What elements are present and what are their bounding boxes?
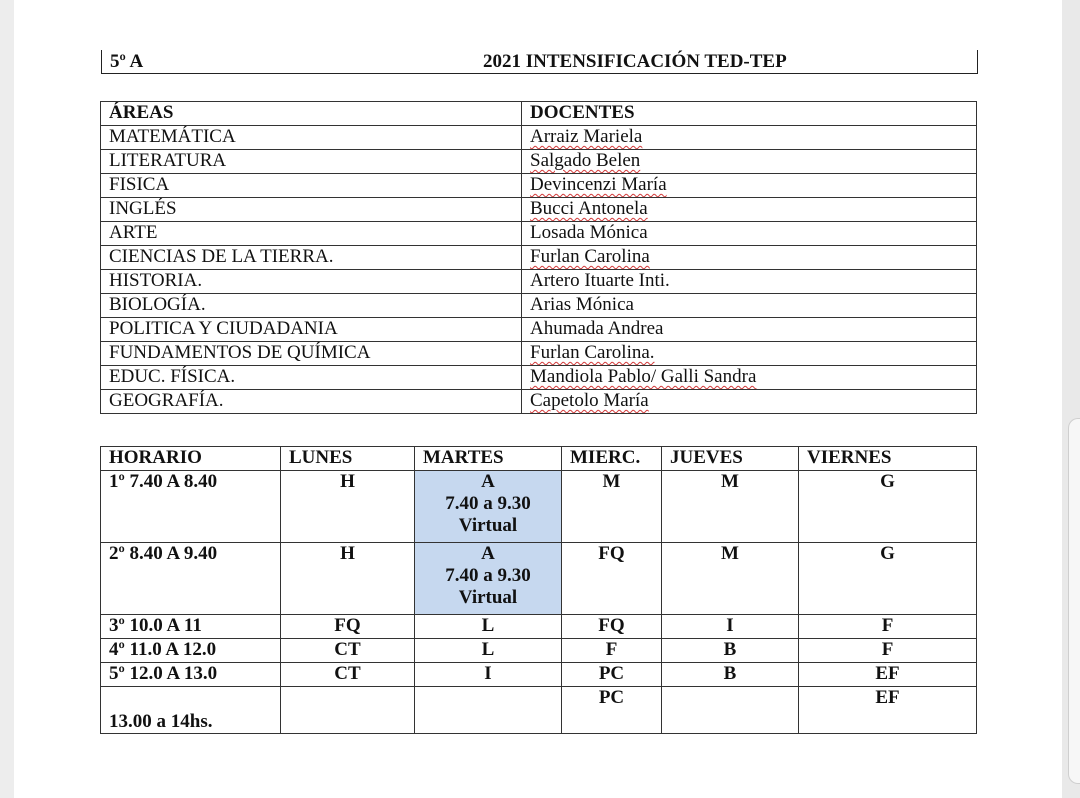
header-jueves: JUEVES [662, 447, 799, 471]
teacher-cell: Losada Mónica [522, 222, 977, 246]
teacher-cell [522, 366, 977, 390]
jueves-cell [662, 687, 799, 734]
table-row [101, 246, 977, 270]
subject-code: A [481, 543, 495, 564]
scroll-handle[interactable] [1068, 418, 1080, 784]
teacher-cell: Artero Ituarte Inti. [522, 270, 977, 294]
jueves-cell: B [662, 663, 799, 687]
area-cell: POLITICA Y CIUDADANIA [101, 318, 522, 342]
virtual-time: 7.40 a 9.30 [445, 493, 531, 514]
schedule-row [101, 663, 977, 687]
table-row [101, 342, 977, 366]
document-title: 2021 INTENSIFICACIÓN TED-TEP [483, 51, 787, 72]
virtual-time: 7.40 a 9.30 [445, 565, 531, 586]
lunes-cell: H [281, 543, 415, 615]
teacher-cell [522, 198, 977, 222]
miercoles-cell: PC [562, 663, 662, 687]
area-cell: GEOGRAFÍA. [101, 390, 522, 414]
miercoles-cell: PC [562, 687, 662, 734]
miercoles-cell: FQ [562, 543, 662, 615]
viernes-cell: EF [799, 687, 977, 734]
area-cell: EDUC. FÍSICA. [101, 366, 522, 390]
martes-virtual-cell [415, 543, 562, 615]
subject-code: A [481, 471, 495, 492]
area-cell: FISICA [101, 174, 522, 198]
jueves-cell: I [662, 615, 799, 639]
table-row [101, 366, 977, 390]
header-viernes: VIERNES [799, 447, 977, 471]
time-cell: 1º 7.40 A 8.40 [101, 471, 281, 543]
viernes-cell: G [799, 471, 977, 543]
lunes-cell [281, 687, 415, 734]
time-cell: 2º 8.40 A 9.40 [101, 543, 281, 615]
time-cell: 5º 12.0 A 13.0 [101, 663, 281, 687]
viernes-cell: F [799, 639, 977, 663]
schedule-row [101, 639, 977, 663]
area-cell: MATEMÁTICA [101, 126, 522, 150]
lunes-cell: H [281, 471, 415, 543]
teacher-name: Devincenzi María [530, 174, 667, 195]
area-cell: LITERATURA [101, 150, 522, 174]
teacher-cell [522, 174, 977, 198]
table-row [101, 198, 977, 222]
area-cell: HISTORIA. [101, 270, 522, 294]
schedule-row [101, 615, 977, 639]
martes-virtual-cell [415, 471, 562, 543]
area-cell: BIOLOGÍA. [101, 294, 522, 318]
jueves-cell: M [662, 543, 799, 615]
table-row [101, 174, 977, 198]
area-cell: FUNDAMENTOS DE QUÍMICA [101, 342, 522, 366]
header-martes: MARTES [415, 447, 562, 471]
schedule-row [101, 687, 977, 734]
teacher-cell [522, 390, 977, 414]
viernes-cell: EF [799, 663, 977, 687]
teacher-name: Bucci Antonela [530, 198, 648, 219]
area-cell: CIENCIAS DE LA TIERRA. [101, 246, 522, 270]
lunes-cell: FQ [281, 615, 415, 639]
martes-cell: I [415, 663, 562, 687]
teacher-name: Mandiola Pablo/ Galli Sandra [530, 366, 757, 387]
table-row [101, 318, 977, 342]
teacher-cell: Ahumada Andrea [522, 318, 977, 342]
grade-label: 5º A [110, 51, 144, 72]
martes-cell: L [415, 615, 562, 639]
header-lunes: LUNES [281, 447, 415, 471]
header-miercoles: MIERC. [562, 447, 662, 471]
virtual-label: Virtual [458, 515, 518, 536]
header-areas: ÁREAS [101, 102, 522, 126]
miercoles-cell: FQ [562, 615, 662, 639]
table-row [101, 150, 977, 174]
document-header [101, 50, 978, 74]
header-horario: HORARIO [101, 447, 281, 471]
table-row [101, 126, 977, 150]
miercoles-cell: F [562, 639, 662, 663]
areas-teachers-table [100, 101, 977, 414]
teacher-cell [522, 246, 977, 270]
teacher-cell [522, 150, 977, 174]
teacher-name: Salgado Belen [530, 150, 641, 171]
viernes-cell: G [799, 543, 977, 615]
teacher-name: Capetolo María [530, 390, 649, 411]
miercoles-cell: M [562, 471, 662, 543]
teacher-cell [522, 126, 977, 150]
area-cell: ARTE [101, 222, 522, 246]
jueves-cell: M [662, 471, 799, 543]
table-row [101, 294, 977, 318]
teacher-cell: Arias Mónica [522, 294, 977, 318]
schedule-table [100, 446, 977, 734]
area-cell: INGLÉS [101, 198, 522, 222]
table-row [101, 270, 977, 294]
time-cell: 3º 10.0 A 11 [101, 615, 281, 639]
table-header-row [101, 102, 977, 126]
martes-cell [415, 687, 562, 734]
table-row [101, 222, 977, 246]
virtual-label: Virtual [458, 587, 518, 608]
martes-cell: L [415, 639, 562, 663]
schedule-header-row [101, 447, 977, 471]
header-docentes: DOCENTES [522, 102, 977, 126]
time-cell: 4º 11.0 A 12.0 [101, 639, 281, 663]
schedule-row [101, 543, 977, 615]
schedule-row [101, 471, 977, 543]
viernes-cell: F [799, 615, 977, 639]
teacher-cell [522, 342, 977, 366]
lunes-cell: CT [281, 663, 415, 687]
time-cell: 13.00 a 14hs. [101, 687, 281, 734]
table-row [101, 390, 977, 414]
teacher-name: Furlan Carolina [530, 246, 650, 267]
lunes-cell: CT [281, 639, 415, 663]
jueves-cell: B [662, 639, 799, 663]
teacher-name: Arraiz Mariela [530, 126, 643, 147]
teacher-name: Furlan Carolina. [530, 342, 655, 363]
